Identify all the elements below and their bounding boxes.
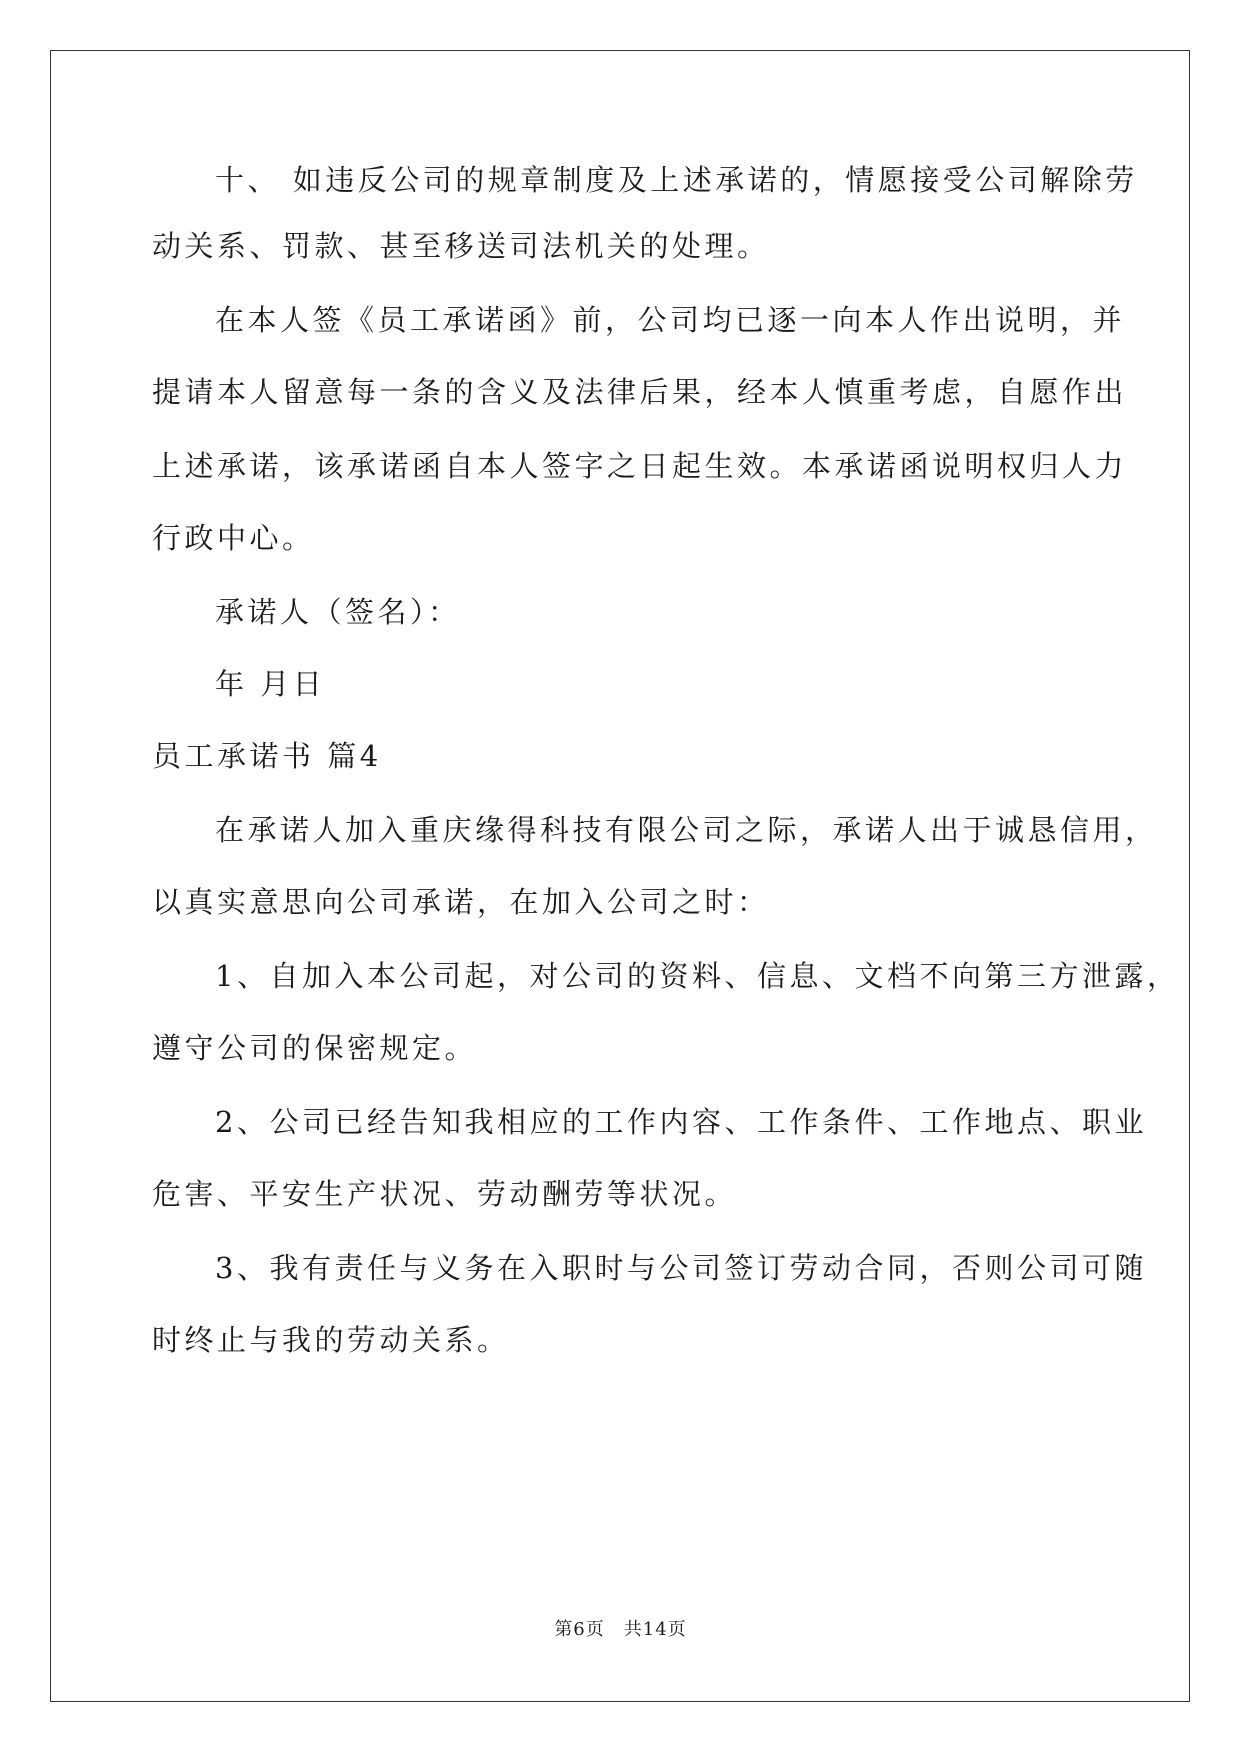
paragraph-line: 时终止与我的劳动关系。 [152,1323,510,1357]
page-frame [50,50,1190,1702]
paragraph-line: 在承诺人加入重庆缘得科技有限公司之际，承诺人出于诚恳信用， [215,813,1158,847]
paragraph-line: 危害、平安生产状况、劳动酬劳等状况。 [152,1177,738,1211]
signature-label: 承诺人（签名）： [215,595,461,629]
paragraph-line: 以真实意思向公司承诺，在加入公司之时： [152,885,770,919]
paragraph-line: 行政中心。 [152,521,315,555]
page-number: 第6页 共14页 [554,1619,687,1640]
date-label: 年 月日 [215,667,326,701]
paragraph-line: 十、 如违反公司的规章制度及上述承诺的，情愿接受公司解除劳 [215,163,1138,197]
section-heading: 员工承诺书 篇4 [152,739,382,773]
paragraph-line: 遵守公司的保密规定。 [152,1031,478,1065]
paragraph-line: 提请本人留意每一条的含义及法律后果，经本人慎重考虑，自愿作出 [152,375,1128,409]
paragraph-line: 上述承诺，该承诺函自本人签字之日起生效。本承诺函说明权归人力 [152,449,1128,483]
paragraph-line: 1、自加入本公司起，对公司的资料、信息、文档不向第三方泄露， [215,959,1180,993]
paragraph-line: 3、我有责任与义务在入职时与公司签订劳动合同，否则公司可随 [215,1251,1147,1285]
paragraph-line: 动关系、罚款、甚至移送司法机关的处理。 [152,229,770,263]
paragraph-line: 2、公司已经告知我相应的工作内容、工作条件、工作地点、职业 [215,1105,1147,1139]
paragraph-line: 在本人签《员工承诺函》前，公司均已逐一向本人作出说明，并 [215,303,1126,337]
